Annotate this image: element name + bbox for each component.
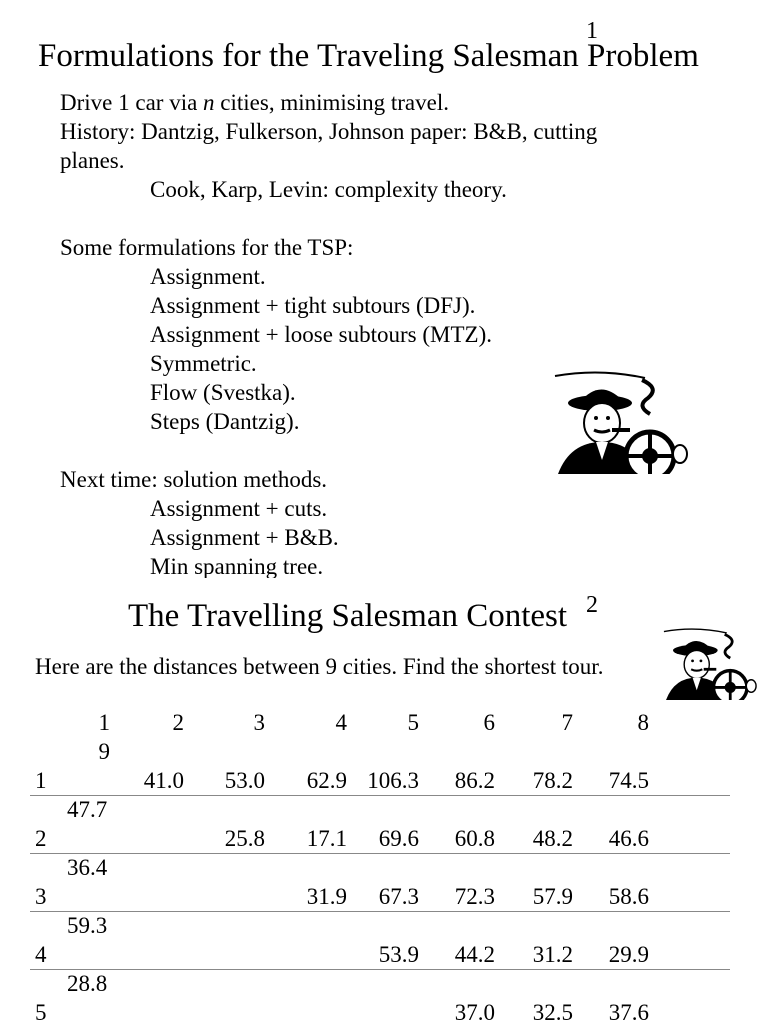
row-divider [30,853,730,854]
slide-1-body [60,88,700,578]
table-cell: 106.3 [367,768,419,793]
column-header: 4 [335,710,347,735]
driver-cartoon-icon [550,368,692,474]
table-cell: 32.5 [532,1000,573,1025]
next-item: Min spanning tree. [150,554,324,578]
table-cell: 37.6 [608,1000,649,1025]
slide-1-title: Formulations for the Traveling Salesman Problem [38,38,699,74]
table-cell: 17.1 [306,826,347,851]
table-cell: 57.9 [532,884,573,909]
table-cell: 62.9 [306,768,347,793]
history-line-2: Cook, Karp, Levin: complexity theory. [150,177,507,202]
table-cell: 78.2 [532,768,573,793]
intro-line: Drive 1 car via n cities, minimising travel. [60,90,449,115]
table-cell: 46.6 [608,826,649,851]
table-cell: 25.8 [224,826,265,851]
table-cell: 86.2 [454,768,495,793]
history-line: History: Dantzig, Fulkerson, Johnson paper: B&B, cutting [60,119,598,144]
row-divider [30,911,730,912]
formulation-item: Assignment. [150,264,266,289]
column-header: 8 [637,710,649,735]
row-label: 5 [35,1000,47,1025]
table-cell: 58.6 [608,884,649,909]
row-label: 3 [35,884,47,909]
table-cell: 53.9 [378,942,419,967]
row-label: 2 [35,826,47,851]
column-header: 7 [561,710,573,735]
row-divider [30,969,730,970]
formulation-item: Flow (Svestka). [150,380,296,405]
row-label: 1 [35,768,47,793]
table-cell: 74.5 [608,768,649,793]
column-header: 5 [407,710,419,735]
column-header: 3 [253,710,265,735]
table-cell: 67.3 [378,884,419,909]
table-cell: 53.0 [224,768,265,793]
formulation-item: Assignment + tight subtours (DFJ). [150,293,476,318]
table-cell: 72.3 [454,884,495,909]
table-cell: 60.8 [454,826,495,851]
next-item: Assignment + B&B. [150,525,339,550]
formulation-item: Assignment + loose subtours (MTZ). [150,322,492,347]
driver-cartoon-icon [660,626,760,700]
table-cell: 31.9 [306,884,347,909]
formulation-item: Steps (Dantzig). [150,409,300,434]
formulations-heading: Some formulations for the TSP: [60,235,354,260]
column-header: 6 [483,710,495,735]
table-cell-wrap: 47.7 [67,797,108,822]
table-cell: 48.2 [532,826,573,851]
history-wrap: planes. [60,148,125,173]
table-cell: 69.6 [378,826,419,851]
table-cell: 41.0 [143,768,184,793]
table-cell-wrap: 28.8 [67,971,108,996]
column-header: 2 [172,710,184,735]
table-cell: 29.9 [608,942,649,967]
formulation-item: Symmetric. [150,351,257,376]
page-number-1: 1 [586,18,598,44]
table-cell: 37.0 [454,1000,495,1025]
page-number-2: 2 [586,592,598,618]
row-label: 4 [35,942,47,967]
table-cell-wrap: 59.3 [67,913,108,938]
table-cell: 44.2 [454,942,495,967]
slide-2-title: The Travelling Salesman Contest [128,598,568,634]
table-cell-wrap: 36.4 [67,855,108,880]
next-item: Assignment + cuts. [150,496,328,521]
row-divider [30,795,730,796]
column-header-wrap: 9 [98,739,110,764]
column-header: 1 [98,710,110,735]
next-time-heading: Next time: solution methods. [60,467,328,492]
table-cell: 31.2 [532,942,573,967]
slide-2-intro: Here are the distances between 9 cities. Find the shortest tour. [35,654,604,679]
